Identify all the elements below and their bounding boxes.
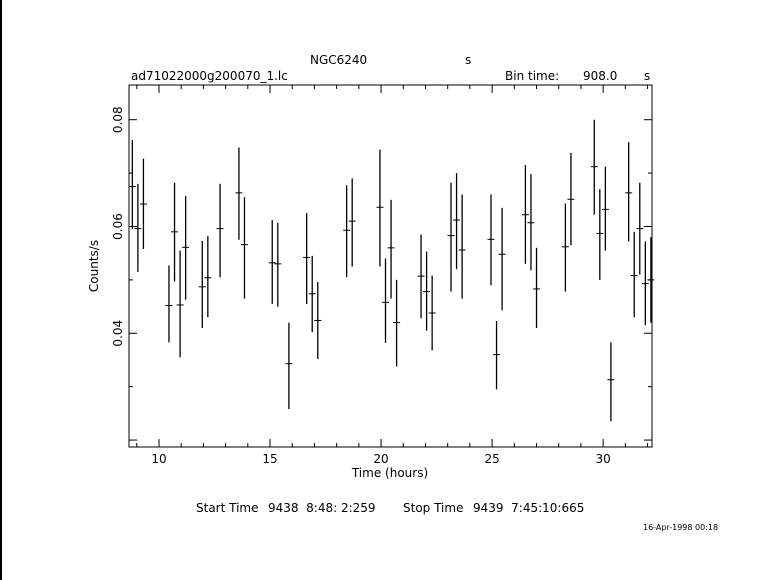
data-point [393,280,400,366]
data-point [165,265,172,342]
object-unit: s [465,53,472,67]
data-point [448,183,455,292]
y-axis-label: Counts/s [87,239,101,293]
data-point [596,189,603,280]
stop-time-label: Stop Time [403,501,464,515]
data-point [274,223,281,307]
y-tick-label: 0.08 [111,106,125,134]
data-point [625,142,632,241]
data-point [382,259,389,343]
data-point [285,323,292,409]
data-point [562,204,569,292]
data-point [418,234,425,318]
bin-time-unit: s [644,69,651,83]
x-tick-label: 25 [484,452,500,466]
data-point [182,196,189,300]
data-point [607,342,614,421]
start-time-label: Start Time [196,501,259,515]
data-point [642,241,649,325]
y-tick-label: 0.04 [111,319,125,347]
x-axis-label: Time (hours) [351,466,429,480]
data-point [388,200,395,299]
data-point [134,184,141,272]
data-point [423,252,430,331]
x-tick-label: 10 [151,452,167,466]
data-point [349,178,356,266]
data-point [522,165,529,264]
data-point [591,120,598,215]
data-point [204,236,211,317]
data-point [459,194,466,298]
x-tick-label: 15 [262,452,278,466]
bin-time-value: 908.0 [583,69,618,83]
data-point [493,321,500,389]
data-point [129,140,136,229]
y-tick-label: 0.06 [111,213,125,240]
data-point [303,213,310,304]
data-point [527,174,534,270]
date-stamp: 16-Apr-1998 00:18 [643,523,719,532]
data-point [487,194,494,285]
data-point [499,208,506,311]
data-point [177,251,184,358]
data-points [129,120,655,422]
data-point [636,183,643,275]
data-point [269,220,276,304]
data-point [429,276,436,351]
data-point [631,232,638,317]
data-point [647,237,654,322]
data-point [533,248,540,328]
data-point [235,147,242,239]
data-point [241,197,248,298]
x-tick-label: 30 [595,452,611,466]
filename-label: ad71022000g200070_1.lc [131,69,288,83]
data-point [453,173,460,269]
bin-time-label: Bin time: [505,69,560,83]
data-point [199,241,206,328]
object-title: NGC6240 [310,53,368,67]
data-point [567,153,574,245]
data-point [217,184,224,277]
data-point [376,150,383,267]
x-tick-label: 20 [373,452,389,466]
start-time-value: 9438 8:48: 2:259 [268,501,376,515]
data-point [140,159,147,249]
data-point [343,185,350,277]
data-point [171,183,178,282]
stop-time-value: 9439 7:45:10:665 [473,501,585,515]
data-point [602,167,609,251]
